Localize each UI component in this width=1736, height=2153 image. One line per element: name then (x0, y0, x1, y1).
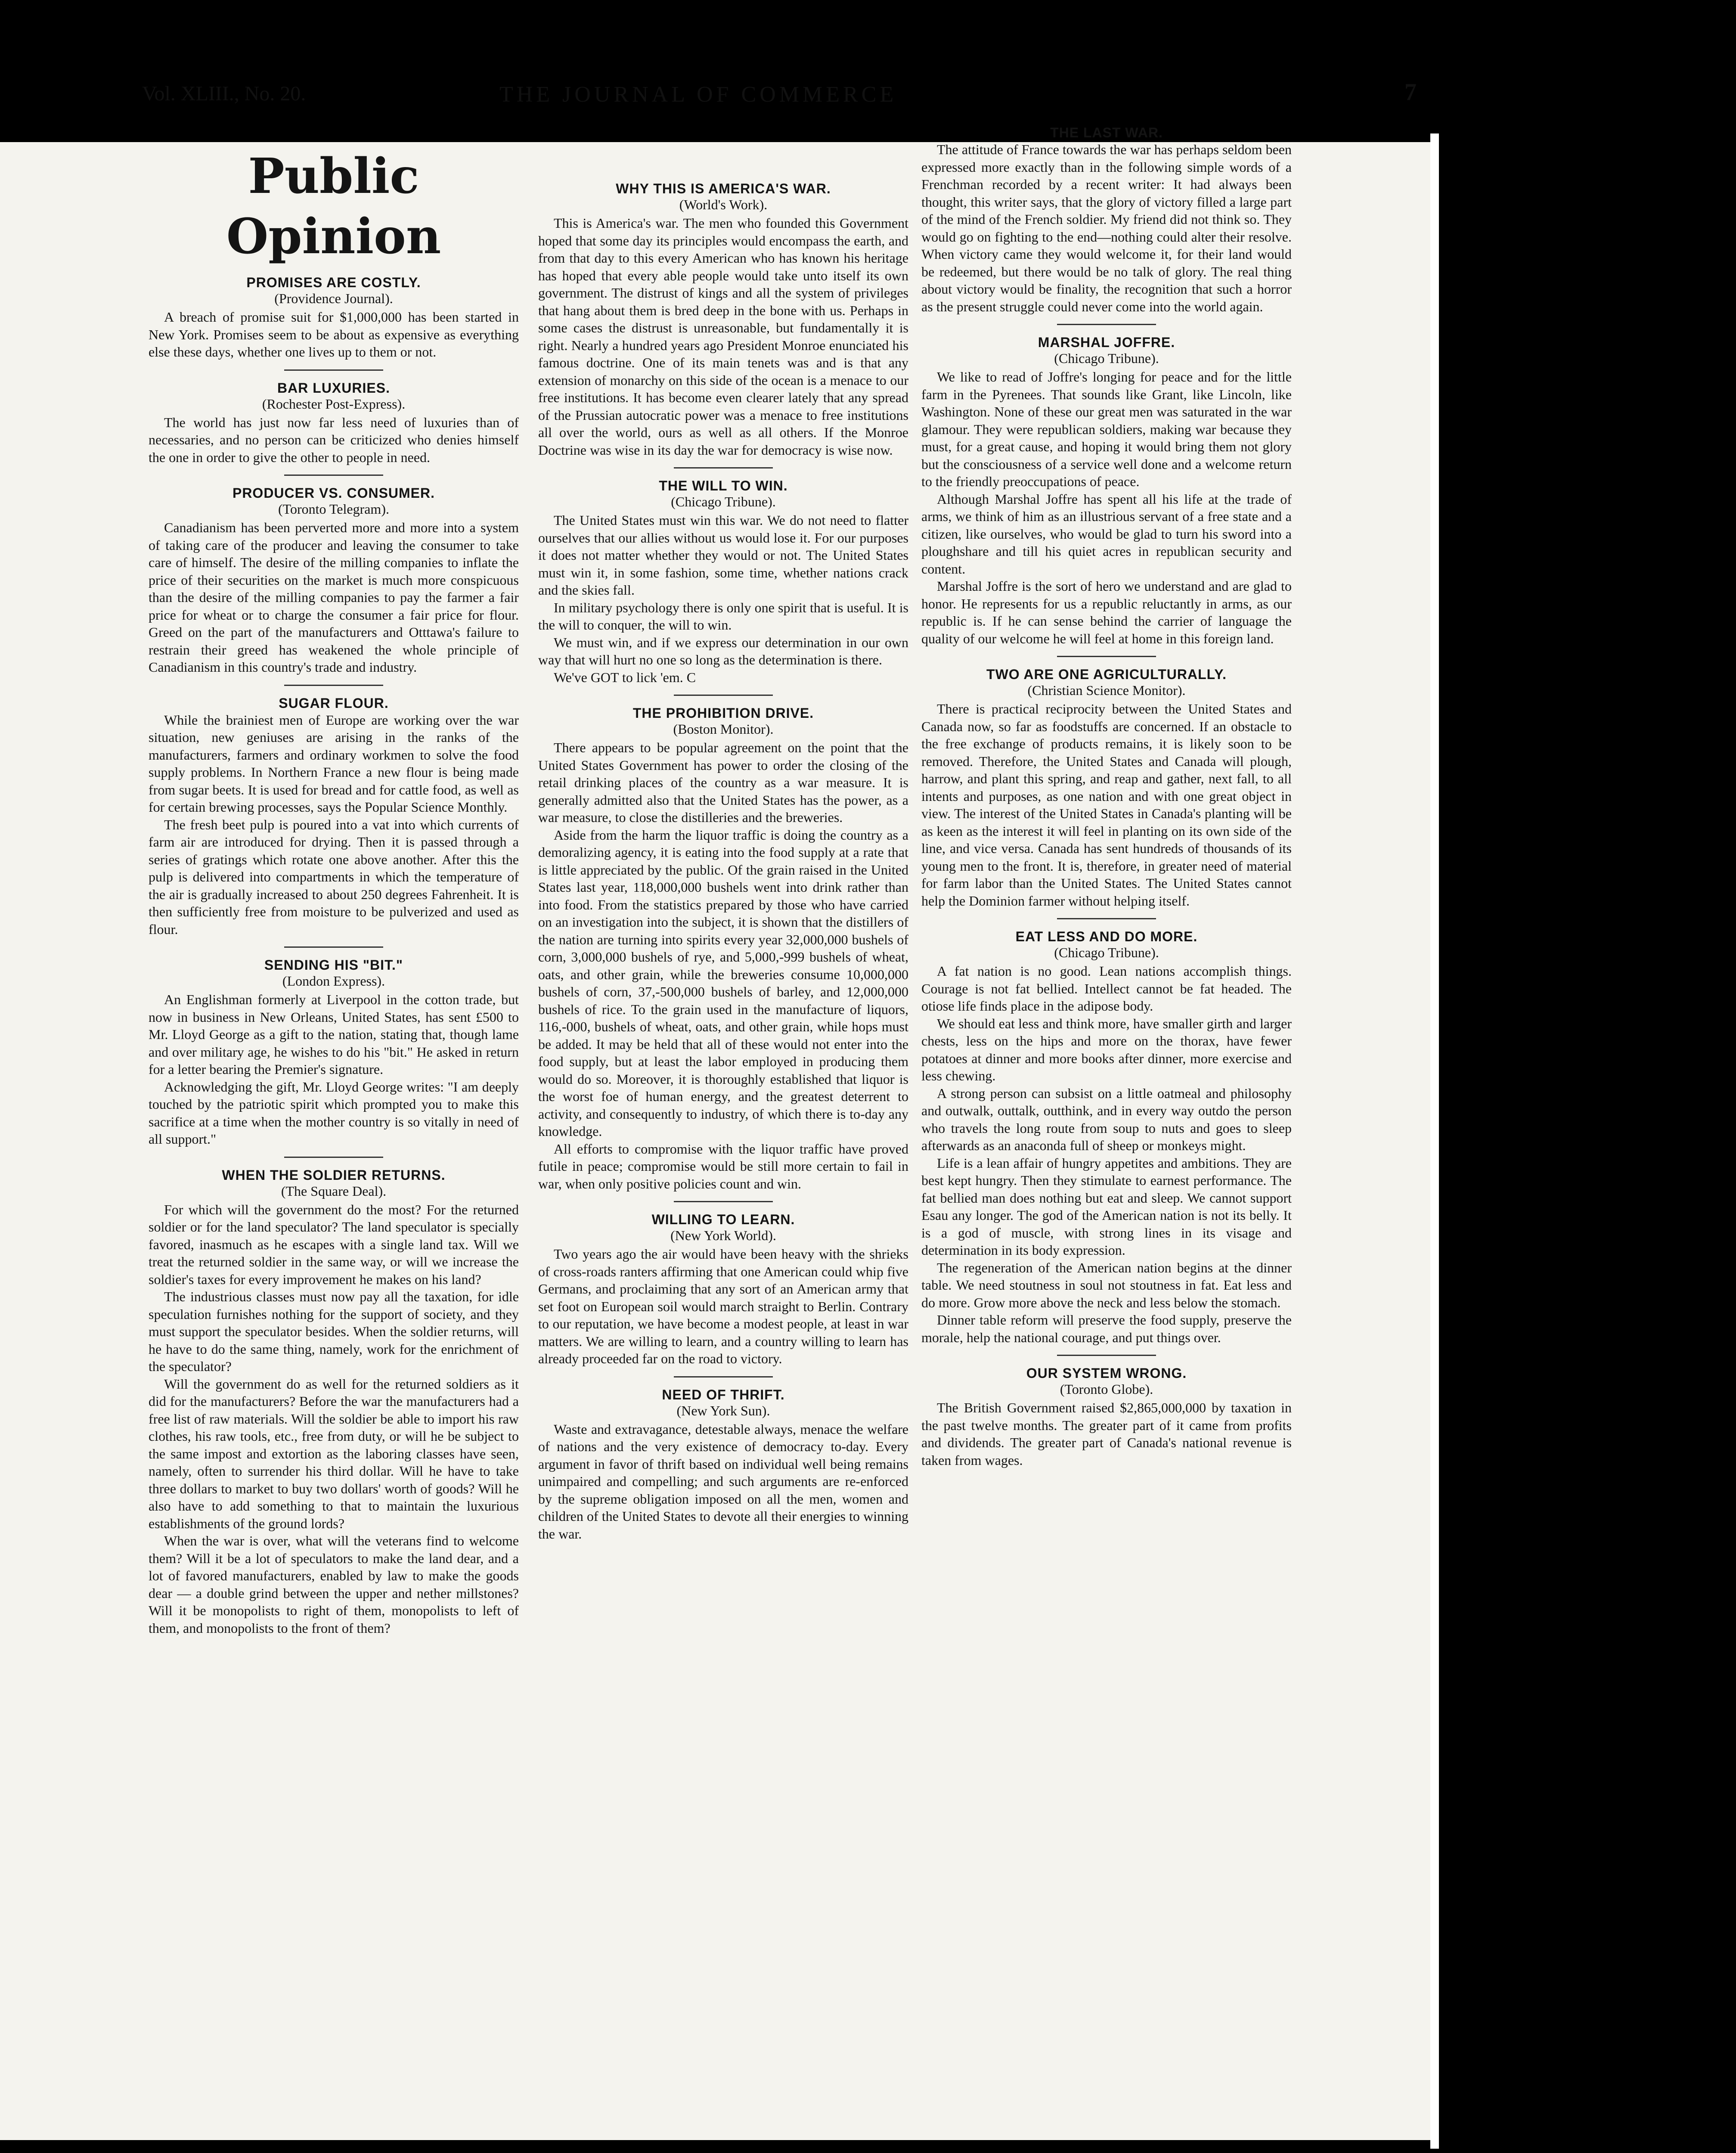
article-body (538, 512, 908, 686)
article-paragraph: The attitude of France towards the war has perhaps seldom been expressed more exactly than in the following simple words of a Frenchman recorded by a recent writer: It had always been thought, this writer says, that the glory of victory filled a large part of the mind of the French soldier. My friend did not think so. They would go on fighting to the end—nothing could alter their resolve. When victory came they would welcome it, for their land would be redeemed, but there would be no talk of glory. The real thing about victory would be finality, the recognition that such a horror as the present struggle could never come into the world again. (921, 142, 1292, 314)
section-divider (284, 1157, 383, 1158)
article-source: (Providence Journal). (274, 291, 393, 306)
article-paragraph: The industrious classes must now pay all the taxation, for idle speculation furnishes nothing for the support of society, and they must support the speculator besides. When the soldier returns, will he have to do the same thing, namely, work for the enrichment of the speculator? (149, 1289, 519, 1374)
article-headline: WILLING TO LEARN. (651, 1212, 795, 1227)
section-divider (284, 946, 383, 948)
article-source: (New York World). (670, 1228, 776, 1243)
article-headline: EAT LESS AND DO MORE. (1015, 929, 1198, 944)
section-title: Public Opinion (226, 148, 441, 265)
article-body (149, 519, 519, 676)
article (538, 705, 908, 1192)
article (538, 1212, 908, 1368)
article-headline: PRODUCER VS. CONSUMER. (232, 485, 435, 501)
section-divider (1057, 918, 1156, 919)
article-paragraph: All efforts to compromise with the liquor traffic have proved futile in peace; compromise would be still more certain to fail in war, when only positive policies count and win. (538, 1141, 908, 1191)
column-3-articles (921, 125, 1292, 1469)
article-paragraph: In military psychology there is only one spirit that is useful. It is the will to conquer, the will to win. (538, 599, 908, 633)
article-body (538, 214, 908, 459)
volume-number: Vol. XLIII., No. 20. (142, 82, 306, 105)
article (538, 478, 908, 686)
article-body (921, 962, 1292, 1346)
article-paragraph: We must win, and if we express our determination in our own way that will hurt no one so long as the determination is there. (538, 634, 908, 667)
article (921, 667, 1292, 909)
article-headline: THE PROHIBITION DRIVE. (632, 705, 814, 721)
article-headline: OUR SYSTEM WRONG. (1026, 1365, 1187, 1381)
article-headline: TWO ARE ONE AGRICULTURALLY. (986, 667, 1227, 682)
article-body (538, 739, 908, 1192)
article-body (538, 1421, 908, 1543)
article-source: (Toronto Globe). (1060, 1381, 1153, 1397)
article-paragraph: Marshal Joffre is the sort of hero we understand and are glad to honor. He represents for us a republic reluctantly in arms, as our republic is. If he can sense behind the carrier of language the quality of our welcome he will feel at home in this foreign land. (921, 578, 1292, 646)
article-paragraph: Acknowledging the gift, Mr. Lloyd George writes: "I am deeply touched by the patriotic spirit which prompted you to make this sacrifice at a time when the mother country is so vitally in need of all support." (149, 1079, 519, 1147)
article (149, 957, 519, 1148)
article-headline: WHEN THE SOLDIER RETURNS. (222, 1167, 446, 1183)
article-paragraph: When the war is over, what will the veterans find to welcome them? Will it be a lot of speculators to make the land dear, and a lot of favored manufacturers, enabled by law to make the goods dear — a double grind between the upper and nether millstones? Will it be monopolists to right of them, monopolists to left of them, and monopolists to the front of them? (149, 1533, 519, 1636)
article-source: (World's Work). (679, 197, 768, 212)
article-paragraph: This is America's war. The men who founded this Government hoped that some day its principles would encompass the earth, and from that day to this every American who has known his heritage has hoped that every able people would take unto itself its own government. The distrust of kings and all the system of privileges that hang about them is bred deep in the bone with us. Perhaps in some cases the distrust is unreasonable, but fundamentally it is right. Nearly a hundred years ago President Monroe enunciated his famous doctrine. One of its main tenets was and is that any extension of monarchy on this side of the ocean is a menace to our free institutions. It has become even clearer lately that any spread of the Prussian autocratic power was a menace to free institutions all over the world, ours as well as all others. If the Monroe Doctrine was wise in its day the war for democracy is wise now. (538, 215, 908, 458)
section-divider (674, 1376, 773, 1377)
column-1 (149, 146, 519, 1964)
article-headline: THE WILL TO WIN. (659, 478, 788, 493)
article (921, 929, 1292, 1346)
column-3 (921, 125, 1292, 1989)
article-source: (Rochester Post-Express). (262, 396, 406, 412)
article-paragraph: There appears to be popular agreement on the point that the United States Government has power to order the closing of the retail drinking places of the country as a war measure. It is generally admitted also that the United States has the power, as a war measure, to close the distilleries and the breweries. (538, 740, 908, 825)
article-paragraph: An Englishman formerly at Liverpool in the cotton trade, but now in business in New Orleans, United States, has sent £500 to Mr. Lloyd George as a gift to the nation, stating that, though lame and over military age, he wishes to do his "bit." He asked in return for a letter bearing the Premier's signature. (149, 992, 519, 1077)
article (921, 125, 1292, 315)
article-source: (New York Sun). (676, 1402, 770, 1418)
article-paragraph: A strong person can subsist on a little oatmeal and philosophy and outwalk, outtalk, outthink, and in every way outdo the person who travels the long route from soup to nuts and goes to sleep afterwards as an anaconda full of sheep or monkeys might. (921, 1085, 1292, 1153)
section-divider (674, 695, 773, 696)
journal-title: THE JOURNAL OF COMMERCE (499, 82, 897, 107)
article-headline: SENDING HIS "BIT." (264, 957, 403, 973)
column-2-articles (538, 181, 908, 1542)
article-paragraph: Canadianism has been perverted more and more into a system of taking care of the producer and leaving the consumer to take care of himself. The desire of the milling companies to inflate the price of their securities on the market is much more conspicuous than the desire of the milling companies to pay the farmer a fair price for wheat or to charge the consumer a fair price for flour. Greed on the part of the manufacturers and Otttawa's failure to restrain their greed has weakened the whole principle of Canadianism in this country's trade and industry. (149, 520, 519, 675)
article-headline: MARSHAL JOFFRE. (1038, 335, 1175, 350)
article (538, 181, 908, 459)
section-divider (284, 369, 383, 371)
article-paragraph: Waste and extravagance, detestable always, menace the welfare of nations and the very existence of democracy to-day. Every argument in favor of thrift based on individual well being remains unimpaired and compelling; and such arguments are re-enforced by the supreme obligation imposed on all the men, women and children of the United States to devote all their energies to winning the war. (538, 1421, 908, 1542)
article-headline: THE LAST WAR. (1050, 125, 1163, 140)
article (149, 485, 519, 676)
page-number: 7 (1404, 79, 1417, 105)
article-source: (The Square Deal). (281, 1183, 387, 1199)
article-paragraph: We like to read of Joffre's longing for peace and for the little farm in the Pyrenees. That sounds like Grant, like Lincoln, like Washington. None of these our great men was saturated in the war glamour. They were republican soldiers, making war because they must, for a great cause, and hoping it would bring them not glory but the consciousness of a service well done and a welcome return to the friendly preoccupations of peace. (921, 369, 1292, 489)
article-paragraph: A fat nation is no good. Lean nations accomplish things. Courage is not fat bellied. Intellect cannot be fat headed. The otiose life finds place in the adipose body. (921, 963, 1292, 1014)
article-body (149, 711, 519, 938)
article-paragraph: The British Government raised $2,865,000,000 by taxation in the past twelve months. The greater part of it came from profits and dividends. The greater part of Canada's national revenue is taken from wages. (921, 1400, 1292, 1468)
section-divider (1057, 1355, 1156, 1356)
article-source: (Christian Science Monitor). (1027, 683, 1186, 698)
article (538, 1387, 908, 1543)
article-paragraph: Dinner table reform will preserve the food supply, preserve the morale, help the national courage, and put things over. (921, 1312, 1292, 1345)
article-headline: SUGAR FLOUR. (279, 695, 389, 711)
page-edge (1430, 133, 1439, 2149)
section-divider (674, 1201, 773, 1202)
section-divider (1057, 656, 1156, 657)
article-source: (Chicago Tribune). (671, 494, 776, 509)
article-body (921, 700, 1292, 909)
page-header (142, 79, 1417, 121)
article (149, 695, 519, 938)
article (921, 335, 1292, 647)
article-source: (Boston Monitor). (673, 721, 774, 737)
article-paragraph: There is practical reciprocity between the United States and Canada now, so far as foodstuffs are concerned. If an obstacle to the free exchange of products remains, it is likely soon to be removed. Therefore, the United States and Canada will plough, harrow, and plant this spring, and reap and gather, next fall, to all intents and purposes, as one nation and with one great object in view. The interest of the United States in Canada's planting will be as keen as the interest it will feel in planting on its own side of the line, and vice versa. Canada has sent hundreds of thousands of its young men to the front. It is, therefore, in greater need of material for farm labor than the United States. The United States cannot help the Dominion farmer without helping itself. (921, 701, 1292, 909)
article-paragraph: While the brainiest men of Europe are working over the war situation, new geniuses are arising in the ranks of the manufacturers, farmers and ordinary workmen to solve the food supply problems. In Northern France a new flour is being made from sugar beets. It is used for bread and for cattle food, as well as for certain brewing processes, says the Popular Science Monthly. (149, 712, 519, 815)
article-paragraph: Life is a lean affair of hungry appetites and ambitions. They are best kept hungry. Then they stimulate to earnest performance. The fat bellied man does nothing but eat and sleep. We cannot support Esau any longer. The god of the American nation is not its belly. It is a god of muscle, with strong lines in its visage and determination in its body expression. (921, 1155, 1292, 1258)
article-source: (Chicago Tribune). (1054, 351, 1159, 366)
article-body (149, 308, 519, 361)
article-source: (Chicago Tribune). (1054, 945, 1159, 960)
article-paragraph: Will the government do as well for the returned soldiers as it did for the manufacturers? Before the war the manufacturers had a free list of raw materials. Will the soldier be able to import his raw clothes, his raw tools, etc., free from duty, or will he be subject to the same impost and extortion as the laboring classes have seen, namely, often to surrender his third dollar. Will he have to take three dollars to market to buy two dollars' worth of goods? Will he also have to add something to that to maintain the luxurious establishments of the ground lords? (149, 1376, 519, 1531)
article-paragraph: We've GOT to lick 'em. C (554, 669, 696, 685)
article-headline: WHY THIS IS AMERICA'S WAR. (616, 181, 831, 196)
article-paragraph: A breach of promise suit for $1,000,000 has been started in New York. Promises seem to be about as expensive as everything else these days, whether one lives up to them or not. (149, 309, 519, 360)
section-divider (284, 685, 383, 686)
section-divider (1057, 324, 1156, 325)
article-paragraph: The regeneration of the American nation begins at the dinner table. We need stoutness in soul not stoutness in fat. Eat less and do more. Grow more above the neck and less below the stomach. (921, 1260, 1292, 1310)
article-paragraph: For which will the government do the most? For the returned soldier or for the land speculator? The land speculator is specially favored, inasmuch as he escapes with a single land tax. Will we treat the returned soldier in the same way, or will we increase the soldier's taxes for every improvement he makes on his land? (149, 1201, 519, 1287)
section-divider (674, 467, 773, 468)
article-paragraph: Although Marshal Joffre has spent all his life at the trade of arms, we think of him as an illustrious servant of a free state and a citizen, like ourselves, who would be glad to turn his sword into a ploughshare and till his quiet acres in republican security and content. (921, 491, 1292, 577)
article (149, 380, 519, 466)
article-headline: PROMISES ARE COSTLY. (246, 275, 421, 290)
article-body (149, 1201, 519, 1637)
section-divider (284, 475, 383, 476)
article-body (921, 1399, 1292, 1469)
article-paragraph: Aside from the harm the liquor traffic is doing the country as a demoralizing agency, it is eating into the food supply at a rate that is little appreciated by the public. Of the grain raised in the United States last year, 118,000,000 bushels went into drink rather than into food. From the statistics prepared by those who have carried on an investigation into the subject, it is shown that the distillers of the nation are turning into spirits every year 32,000,000 bushels of corn, 3,000,000 bushels of rye, and 5,000,-999 bushels of wheat, oats, and other grain, while the breweries consume 10,000,000 bushels of corn, 37,-500,000 bushels of barley, and 12,000,000 bushels of rice. To the grain used in the manufacture of liquors, 116,-000, bushels of wheat, oats, and other grain, while hops must be added. It may be held that all of these would not enter into the food supply, but at least the labor employed in producing them would do so. Moreover, it is thoroughly established that liquor is the worst foe of human energy, and the greatest deterrent to activity, and consequently to industry, of which there is to-day any knowledge. (538, 827, 908, 1139)
article-body (921, 368, 1292, 647)
article-body (921, 141, 1292, 315)
column-2 (538, 181, 908, 1985)
article-source: (London Express). (282, 973, 385, 989)
column-1-articles (149, 275, 519, 1637)
article-headline: NEED OF THRIFT. (662, 1387, 785, 1402)
article (149, 275, 519, 361)
article-body (149, 414, 519, 466)
article-body (149, 991, 519, 1148)
article-body (538, 1245, 908, 1368)
article-paragraph: The world has just now far less need of luxuries than of necessaries, and no person can be criticized who denies himself the one in order to give the other to people in need. (149, 414, 519, 465)
article-source: (Toronto Telegram). (278, 501, 389, 517)
article-paragraph: We should eat less and think more, have smaller girth and larger chests, less on the hips and more on the thorax, have fewer potatoes at dinner and more books after dinner, more exercise and less chewing. (921, 1015, 1292, 1083)
article-paragraph: Two years ago the air would have been heavy with the shrieks of cross-roads ranters affirming that one American could whip five Germans, and proclaiming that any sort of an American army that set foot on European soil would march straight to Berlin. Contrary to our reputation, we have become a modest people, at least in war matters. We are willing to learn, and a country willing to learn has already proceeded far on the road to victory. (538, 1246, 908, 1366)
article-paragraph: The fresh beet pulp is poured into a vat into which currents of farm air are introduced for drying. Then it is passed through a series of gratings which rotate one above another. After this the pulp is delivered into compartments in which the temperature of the air is gradually increased to about 250 degrees Fahrenheit. It is then sufficiently free from moisture to be pulverized and used as flour. (149, 816, 519, 937)
article-paragraph: The United States must win this war. We do not need to flatter ourselves that our allies without us would lose it. For our purposes it does not matter whether they would or not. The United States must win it, in some fashion, some time, whether nations crack and the skies fall. (538, 512, 908, 598)
article (149, 1167, 519, 1637)
article-headline: BAR LUXURIES. (277, 380, 390, 396)
article (921, 1365, 1292, 1469)
